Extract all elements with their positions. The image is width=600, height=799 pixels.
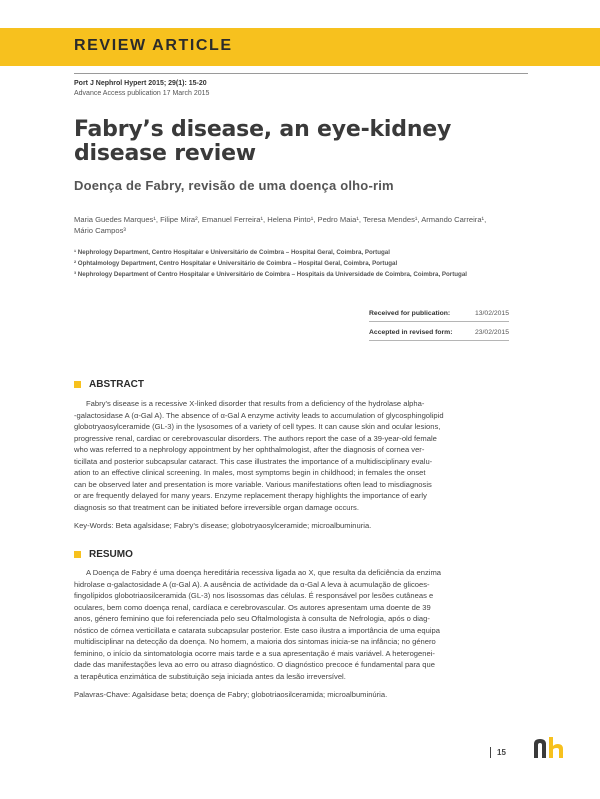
page-footer bbox=[490, 747, 506, 758]
article-subtitle: Doença de Fabry, revisão de uma doença olho-rim bbox=[74, 178, 394, 193]
journal-citation: Port J Nephrol Hypert 2015; 29(1): 15-20 bbox=[74, 80, 207, 87]
abstract-line: diagnosis so that treatment can be initiated before irreversible organ damage occurs. bbox=[74, 502, 359, 512]
received-date: 13/02/2015 bbox=[474, 310, 509, 317]
abstract-line: ation to an effective clinical screening. In males, most symptoms begin in childhood; in females the onset bbox=[74, 468, 426, 477]
publication-dates bbox=[369, 307, 509, 345]
resumo-line: a terapêutica enzimática de substituição seja iniciada antes da lesão irreversível. bbox=[74, 671, 346, 681]
resumo-line: fingolípidos globotriaosilceramida (GL-3) nos lisossomas das células. É responsável por lesões cutâneas e bbox=[74, 591, 434, 600]
affiliation-item: ² Ophtalmology Department, Centro Hospitalar e Universitário de Coimbra – Hospital Geral, Coimbra, Portugal bbox=[74, 260, 398, 267]
resumo-line: anos, género feminino que foi referenciada pelo seu Oftalmologista à consulta de Nefrologia, após o diag- bbox=[74, 614, 430, 623]
abstract-line: progressive renal, cardiac or cerebrovascular disorders. The authors report the case of a 39-year-old female bbox=[74, 433, 437, 443]
resumo-line: multidisciplinar na detecção da doença. No homem, a maioria dos sintomas inicia-se na infância; no género bbox=[74, 637, 436, 646]
received-row bbox=[369, 307, 509, 322]
resumo-line: nóstico de córnea verticillata e catarata subcapsular posterior. Este caso ilustra a importância de uma equipa bbox=[74, 625, 440, 635]
square-bullet-icon bbox=[74, 551, 81, 558]
abstract-line: Fabry’s disease is a recessive X-linked disorder that results from a deficiency of the hydrolase alpha- bbox=[86, 399, 425, 408]
resumo-heading-text: RESUMO bbox=[89, 549, 133, 560]
received-label: Received for publication: bbox=[369, 310, 451, 317]
affiliations bbox=[74, 247, 544, 280]
author-list bbox=[74, 214, 534, 236]
resumo-line: A Doença de Fabry é uma doença hereditária recessiva ligada ao X, que resulta da deficiência da enzima bbox=[86, 568, 442, 577]
header-divider bbox=[74, 73, 528, 74]
abstract-line: -galactosidase A (α-Gal A). The absence of α-Gal A enzyme activity leads to accumulation of glycosphingolipid bbox=[74, 410, 444, 420]
authors-line: Mário Campos³ bbox=[74, 226, 126, 235]
abstract-keywords: Key-Words: Beta agalsidase; Fabry’s disease; globotryaosylceramide; microalbuminuria. bbox=[74, 521, 372, 530]
article-title: Fabry’s disease, an eye-kidney disease review bbox=[74, 117, 452, 166]
abstract-body bbox=[74, 398, 526, 513]
section-label: REVIEW ARTICLE bbox=[74, 37, 233, 54]
abstract-line: can be observed later and presentation is more variable. Various manifestations often lead to misdiagnosis bbox=[74, 479, 432, 489]
journal-logo-icon bbox=[532, 736, 570, 760]
resumo-line: oculares, bem como doença renal, cardíaca e cerebrovascular. Os autores apresentam uma doente de 39 bbox=[74, 602, 431, 612]
accepted-date: 23/02/2015 bbox=[474, 329, 509, 336]
section-banner bbox=[0, 28, 600, 66]
abstract-line: who was referred to a nephrology appointment by her ophthalmologist, after the diagnosis of cornea ver- bbox=[74, 445, 425, 454]
advance-access-note: Advance Access publication 17 March 2015 bbox=[74, 90, 210, 97]
authors-line: Maria Guedes Marques¹, Filipe Mira², Emanuel Ferreira¹, Helena Pinto¹, Pedro Maia¹, Teresa Mendes¹, Armando Carreira¹, bbox=[74, 215, 487, 224]
affiliation-item: ³ Nephrology Department of Centro Hospitalar e Universitário de Coimbra – Hospitais da Universidade de Coimbra, Coimbra, Portugal bbox=[74, 271, 467, 278]
abstract-heading-text: ABSTRACT bbox=[89, 379, 144, 390]
square-bullet-icon bbox=[74, 381, 81, 388]
resumo-line: dade das manifestações leva ao erro ou atraso diagnóstico. O diagnóstico precoce é fundamental para que bbox=[74, 660, 435, 669]
accepted-label: Accepted in revised form: bbox=[369, 329, 453, 336]
resumo-heading bbox=[74, 549, 133, 560]
accepted-row bbox=[369, 326, 509, 341]
resumo-line: hidrolase α-galactosidade A (α-Gal A). A ausência de actividade da α-Gal A leva à acumulação de glicoes- bbox=[74, 579, 430, 589]
page-number: 15 bbox=[497, 748, 506, 757]
resumo-line: feminino, o início da sintomatologia ocorre mais tarde e a sua apresentação é mais variável. A heterogenei- bbox=[74, 648, 435, 658]
resumo-body bbox=[74, 567, 526, 682]
abstract-line: globotryaosylceramide (GL-3) in the lysosomes of a variety of cell types. It can cause skin and ocular lesions, bbox=[74, 422, 441, 431]
abstract-line: or are frequently delayed for many years. Enzyme replacement therapy highlights the importance of early bbox=[74, 491, 427, 500]
affiliation-item: ¹ Nephrology Department, Centro Hospitalar e Universitário de Coimbra – Hospital Geral, Coimbra, Portugal bbox=[74, 249, 390, 256]
abstract-heading bbox=[74, 379, 144, 390]
abstract-line: ticillata and posterior subcapsular cataract. This case illustrates the importance of a multidisciplinary evalu- bbox=[74, 456, 433, 466]
footer-divider bbox=[490, 747, 491, 758]
resumo-keywords: Palavras-Chave: Agalsidase beta; doença de Fabry; globotriaosilceramida; microalbuminúria. bbox=[74, 690, 388, 699]
